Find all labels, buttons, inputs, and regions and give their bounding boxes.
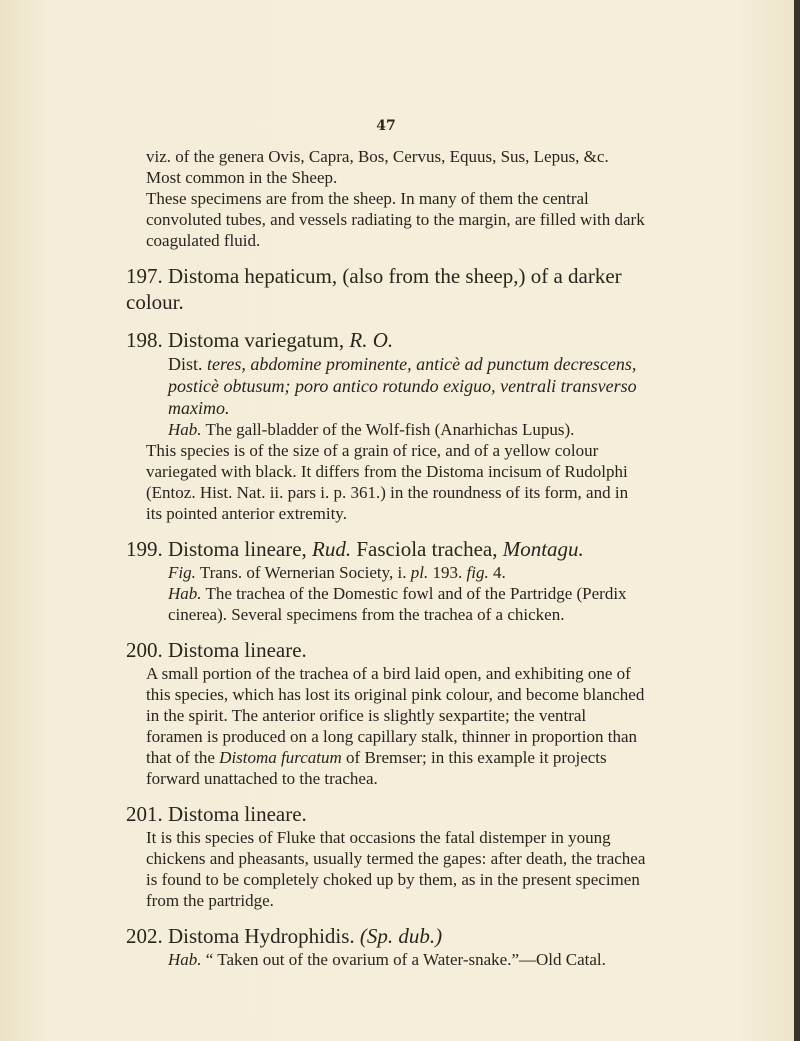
habitat-label: Hab. bbox=[168, 584, 202, 603]
intro-line-2: Most common in the Sheep. bbox=[146, 168, 338, 187]
entry-note: This species is of the size of a grain of rice, and of a yellow colour variegated with black. It differs from the Distoma incisum of Rudolphi (Entoz. Hist. Nat. ii. pars i. p. 361.) in the roundness of its form, and in its pointed anterior extremity. bbox=[146, 441, 629, 523]
entry-heading bbox=[126, 263, 646, 315]
entry-200 bbox=[126, 637, 646, 789]
entry-title: Distoma hepaticum, (also from the sheep,) of a darker colour. bbox=[126, 264, 622, 314]
entry-habitat bbox=[126, 949, 646, 970]
entry-synonym: Fasciola trachea, bbox=[356, 537, 498, 561]
page-edge-shadow bbox=[794, 0, 800, 1041]
habitat-text: The gall-bladder of the Wolf-fish (Anarhichas Lupus). bbox=[205, 420, 575, 439]
entry-202 bbox=[126, 923, 646, 970]
diagnosis-label: Dist. bbox=[168, 354, 203, 374]
habitat-text: “ Taken out of the ovarium of a Water-snake.”—Old Catal. bbox=[205, 950, 606, 969]
entry-number: 202. bbox=[126, 924, 163, 948]
entry-199 bbox=[126, 536, 646, 625]
entry-habitat bbox=[126, 583, 646, 625]
plate-number: 193. bbox=[432, 563, 463, 582]
entry-title: Distoma variegatum, bbox=[168, 328, 345, 352]
page-content bbox=[126, 146, 646, 970]
entry-figure-ref bbox=[126, 562, 646, 583]
entry-number: 197. bbox=[126, 264, 163, 288]
entry-habitat bbox=[126, 419, 646, 440]
habitat-text: The trachea of the Domestic fowl and of the Partridge (Perdix cinerea). Several specimens from the trachea of a chicken. bbox=[168, 584, 627, 624]
entry-heading bbox=[126, 923, 646, 949]
entry-number: 200. bbox=[126, 638, 163, 662]
figure-label: Fig. bbox=[168, 563, 196, 582]
note-species: Distoma furcatum bbox=[219, 748, 342, 767]
entry-title: Distoma lineare. bbox=[168, 802, 307, 826]
entry-heading bbox=[126, 327, 646, 353]
fig-number: 4. bbox=[492, 563, 506, 582]
page-number: 47 bbox=[376, 118, 396, 134]
entry-heading bbox=[126, 637, 646, 663]
diagnosis-text: teres, abdomine prominente, anticè ad punctum decrescens, posticè obtusum; poro antico rotundo exiguo, ventrali transverso maximo. bbox=[168, 354, 637, 418]
note-text-a: A small portion of the trachea of a bird laid open, and exhibiting one of this species, which has lost its original pink colour, and become blanched in the spirit. The anterior orifice is slightly sexpartite; the ventral foramen is produced on a long capillary stalk, thinner in proportion than that of the bbox=[146, 664, 645, 767]
habitat-label: Hab. bbox=[168, 420, 202, 439]
entry-number: 201. bbox=[126, 802, 163, 826]
intro-block bbox=[126, 146, 646, 251]
entry-note: It is this species of Fluke that occasions the fatal distemper in young chickens and pheasants, usually termed the gapes: after death, the trachea is found to be completely choked up by them, as in the present specimen from the partridge. bbox=[146, 828, 646, 910]
habitat-label: Hab. bbox=[168, 950, 202, 969]
synonym-authority: Montagu. bbox=[502, 537, 584, 561]
intro-paragraph: These specimens are from the sheep. In many of them the central convoluted tubes, and vessels radiating to the margin, are filled with dark coagulated fluid. bbox=[146, 189, 645, 250]
entry-title: Distoma lineare. bbox=[168, 638, 307, 662]
entry-number: 199. bbox=[126, 537, 163, 561]
note-text-b: of Bremser; in this example it projects forward unattached to the trachea. bbox=[146, 748, 607, 788]
entry-title: Distoma Hydrophidis. bbox=[168, 924, 355, 948]
entry-title: Distoma lineare, bbox=[168, 537, 307, 561]
entry-diagnosis bbox=[126, 353, 646, 419]
entry-authority: R. O. bbox=[349, 328, 394, 352]
entry-198 bbox=[126, 327, 646, 524]
entry-authority: Rud. bbox=[312, 537, 352, 561]
entry-heading bbox=[126, 536, 646, 562]
entry-note bbox=[126, 663, 646, 789]
entry-201 bbox=[126, 801, 646, 911]
entry-197 bbox=[126, 263, 646, 315]
intro-line-1: viz. of the genera Ovis, Capra, Bos, Cervus, Equus, Sus, Lepus, &c. bbox=[146, 147, 609, 166]
entry-heading bbox=[126, 801, 646, 827]
plate-label: pl. bbox=[410, 563, 429, 582]
figure-source: Trans. of Wernerian Society, i. bbox=[199, 563, 407, 582]
entry-number: 198. bbox=[126, 328, 163, 352]
entry-status: (Sp. dub.) bbox=[359, 924, 443, 948]
fig-label: fig. bbox=[466, 563, 489, 582]
